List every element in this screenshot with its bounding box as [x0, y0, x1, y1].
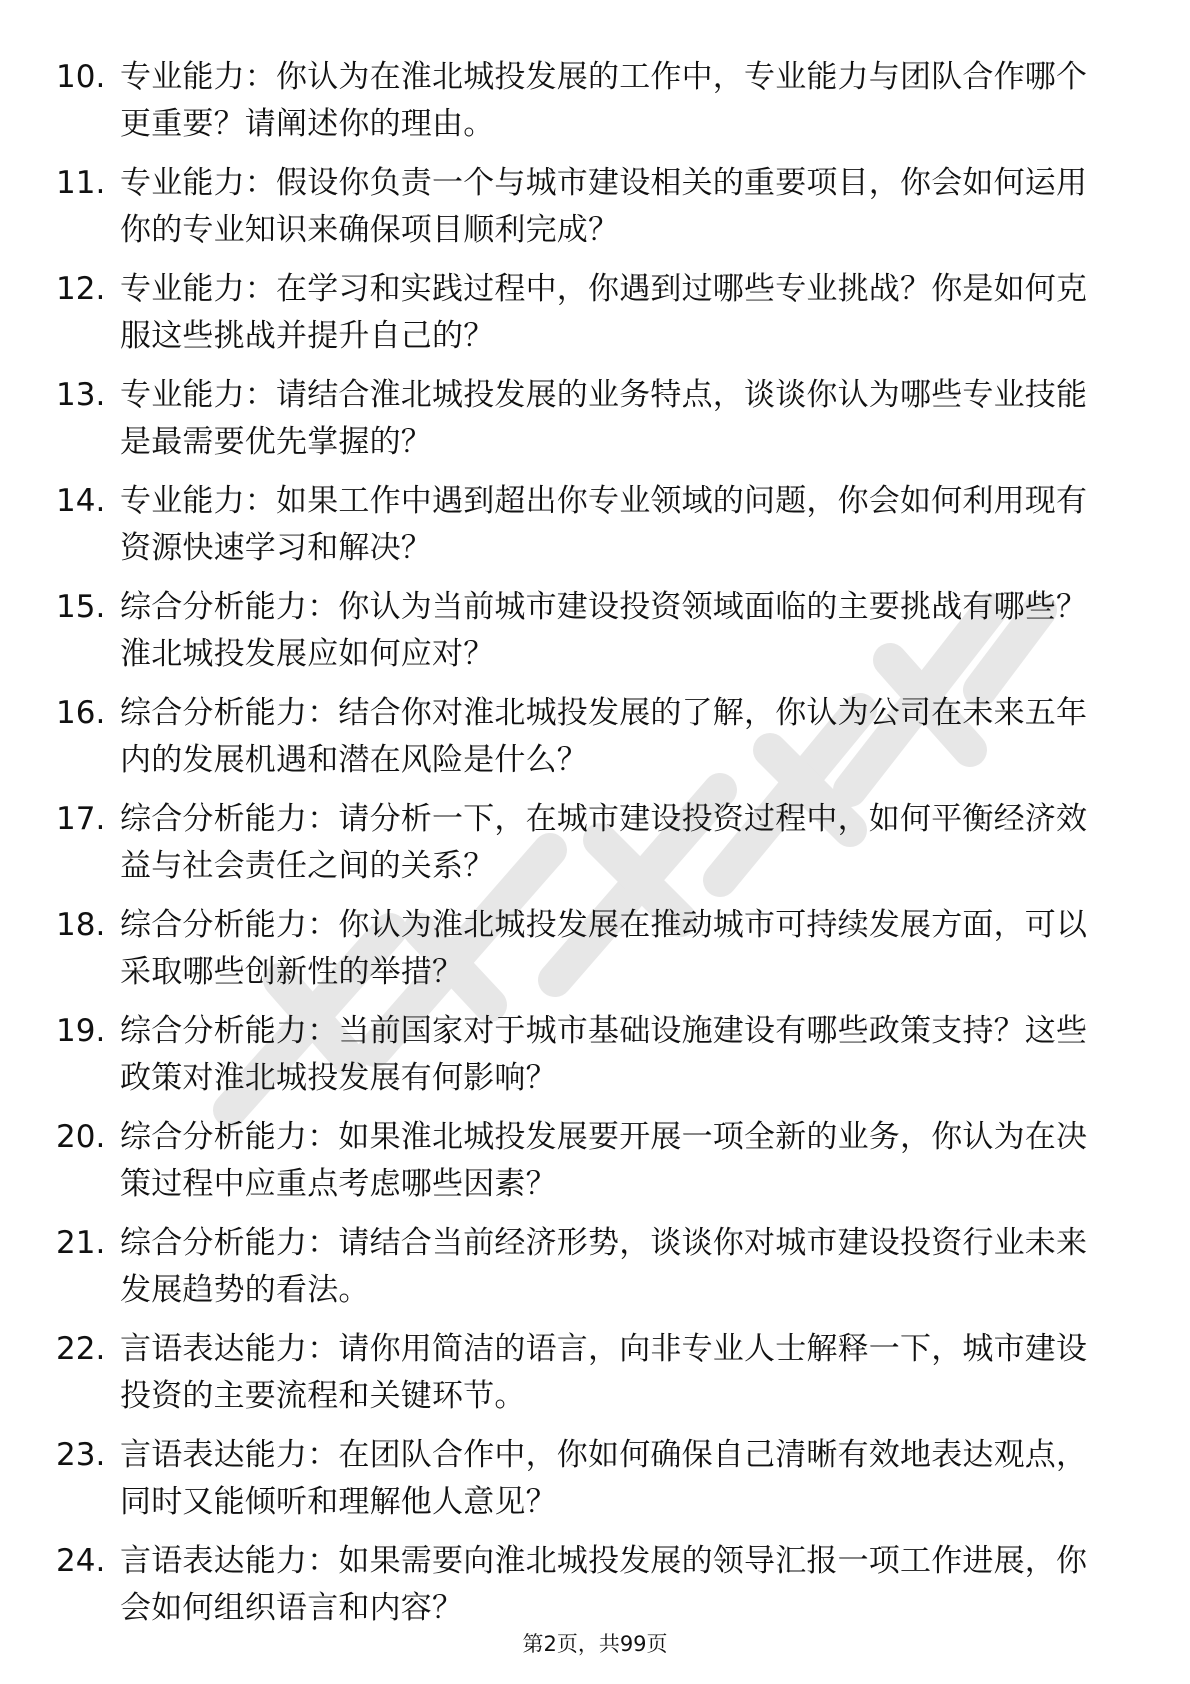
question-text: 专业能力：假设你负责一个与城市建设相关的重要项目，你会如何运用你的专业知识来确保项目顺利完成？: [120, 165, 1088, 248]
question-list: [56, 54, 1116, 1644]
question-text: 专业能力：你认为在淮北城投发展的工作中，专业能力与团队合作哪个更重要？请阐述你的理由。: [120, 59, 1088, 142]
question-item: [56, 584, 1116, 690]
question-number: 14.: [56, 483, 106, 519]
question-item: [56, 1326, 1116, 1432]
page-footer: [0, 1628, 1190, 1658]
question-text: 综合分析能力：请分析一下，在城市建设投资过程中，如何平衡经济效益与社会责任之间的关系？: [120, 801, 1088, 884]
question-text: 言语表达能力：请你用简洁的语言，向非专业人士解释一下，城市建设投资的主要流程和关键环节。: [120, 1331, 1088, 1414]
question-item: [56, 54, 1116, 160]
question-item: [56, 902, 1116, 1008]
question-text: 综合分析能力：结合你对淮北城投发展的了解，你认为公司在未来五年内的发展机遇和潜在风险是什么？: [120, 695, 1088, 778]
question-number: 20.: [56, 1119, 106, 1155]
question-text: 综合分析能力：当前国家对于城市基础设施建设有哪些政策支持？这些政策对淮北城投发展有何影响？: [120, 1013, 1088, 1096]
question-text: 言语表达能力：如果需要向淮北城投发展的领导汇报一项工作进展，你会如何组织语言和内容？: [120, 1543, 1088, 1626]
question-number: 21.: [56, 1225, 106, 1261]
question-item: [56, 1432, 1116, 1538]
question-number: 12.: [56, 271, 106, 307]
question-text: 综合分析能力：如果淮北城投发展要开展一项全新的业务，你认为在决策过程中应重点考虑哪些因素？: [120, 1119, 1088, 1202]
question-item: [56, 1220, 1116, 1326]
question-number: 19.: [56, 1013, 106, 1049]
question-item: [56, 160, 1116, 266]
question-item: [56, 266, 1116, 372]
question-text: 专业能力：如果工作中遇到超出你专业领域的问题，你会如何利用现有资源快速学习和解决？: [120, 483, 1088, 566]
question-number: 11.: [56, 165, 106, 201]
question-text: 专业能力：在学习和实践过程中，你遇到过哪些专业挑战？你是如何克服这些挑战并提升自己的？: [120, 271, 1088, 354]
question-text: 言语表达能力：在团队合作中，你如何确保自己清晰有效地表达观点，同时又能倾听和理解他人意见？: [120, 1437, 1088, 1520]
question-item: [56, 372, 1116, 478]
question-item: [56, 1008, 1116, 1114]
question-number: 24.: [56, 1543, 106, 1579]
question-text: 综合分析能力：请结合当前经济形势，谈谈你对城市建设投资行业未来发展趋势的看法。: [120, 1225, 1088, 1308]
question-item: [56, 796, 1116, 902]
question-number: 15.: [56, 589, 106, 625]
question-text: 专业能力：请结合淮北城投发展的业务特点，谈谈你认为哪些专业技能是最需要优先掌握的？: [120, 377, 1088, 460]
question-number: 10.: [56, 59, 106, 95]
question-item: [56, 1114, 1116, 1220]
question-number: 18.: [56, 907, 106, 943]
question-item: [56, 690, 1116, 796]
question-text: 综合分析能力：你认为淮北城投发展在推动城市可持续发展方面，可以采取哪些创新性的举措？: [120, 907, 1088, 990]
question-text: 综合分析能力：你认为当前城市建设投资领域面临的主要挑战有哪些？淮北城投发展应如何应对？: [120, 589, 1088, 672]
page-number-label: 第2页，共99页: [522, 1632, 668, 1656]
question-number: 13.: [56, 377, 106, 413]
question-number: 17.: [56, 801, 106, 837]
question-number: 23.: [56, 1437, 106, 1473]
question-item: [56, 478, 1116, 584]
question-number: 16.: [56, 695, 106, 731]
question-number: 22.: [56, 1331, 106, 1367]
